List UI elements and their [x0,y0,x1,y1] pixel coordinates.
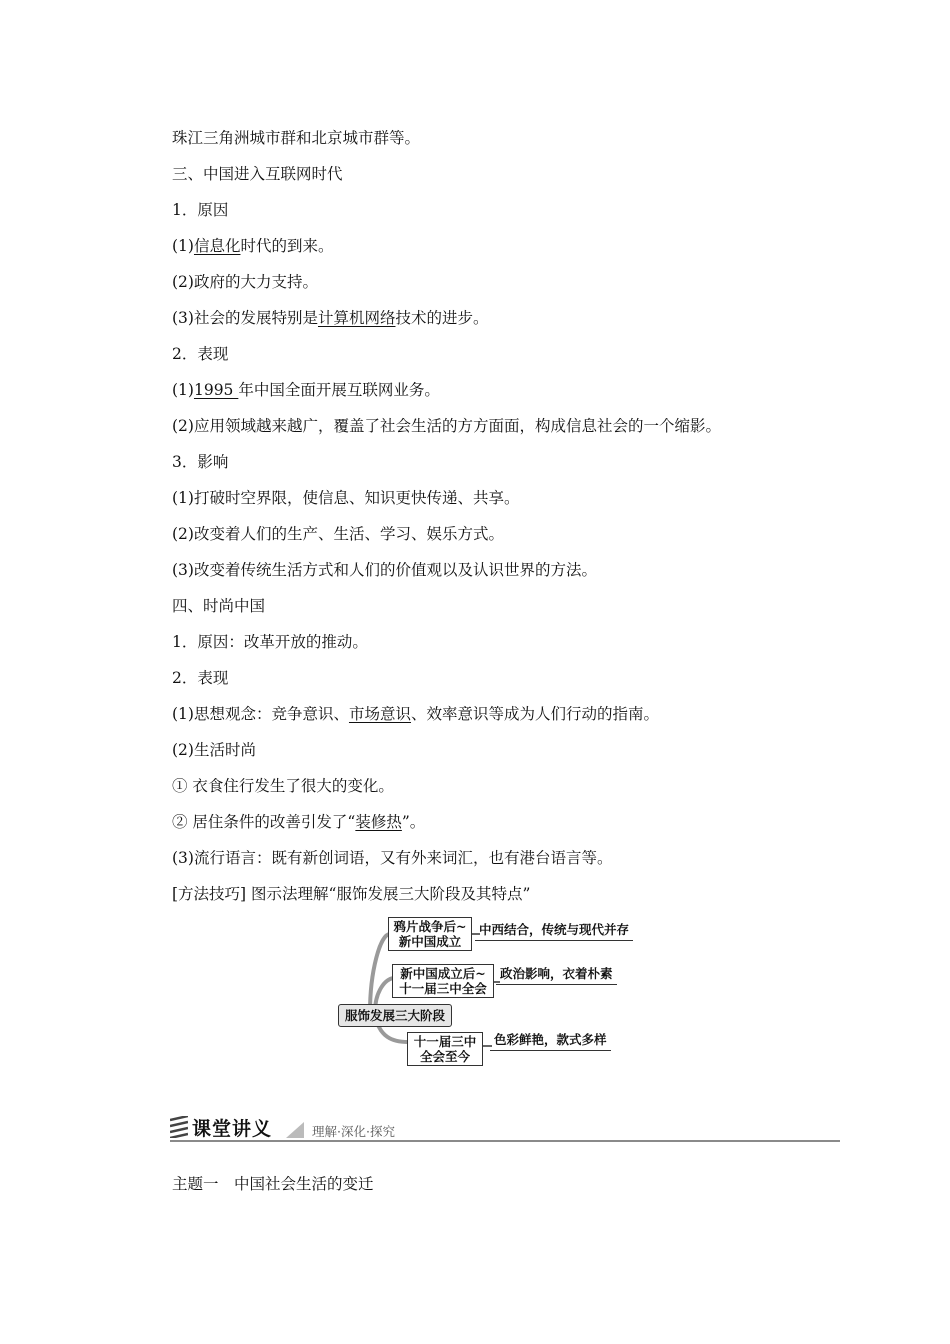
text-segment: [方法技巧] 图示法理解“服饰发展三大阶段及其特点” [172,885,531,903]
text-line [172,740,256,760]
text-line [172,236,334,256]
underlined-term: 1995 [193,381,239,399]
text-segment: (1) [172,381,194,399]
text-line [172,380,440,400]
underlined-term: 计算机网络 [317,309,396,327]
text-segment: (3)流行语言：既有新创词语，又有外来词汇，也有港台语言等。 [172,849,613,867]
text-segment: (2)改变着人们的生产、生活、学习、娱乐方式。 [172,525,504,543]
text-segment: 珠江三角洲城市群和北京城市群等。 [172,129,421,147]
stage-3-label-line2: 全会至今 [419,1049,470,1064]
text-line [172,632,368,652]
text-segment: 时代的到来。 [240,237,334,255]
text-segment: (1) [172,237,194,255]
section-stripes-icon [170,1116,188,1138]
text-segment: ② 居住条件的改善引发了“ [172,813,356,831]
text-line [172,776,394,796]
text-line [172,488,519,508]
text-line [172,200,228,220]
text-segment: (2)应用领域越来越广，覆盖了社会生活的方方面面，构成信息社会的一个缩影。 [172,417,721,435]
text-line [172,848,612,868]
section-divider [170,1140,840,1142]
stage-3-box [407,1032,483,1066]
text-line [172,704,659,724]
underlined-term: 信息化 [193,237,241,255]
stage-2-label-line2: 十一届三中全会 [399,981,487,996]
stage-1-box [388,917,472,951]
clothing-stages-diagram [330,912,660,1072]
text-segment: (1)思想观念：竞争意识、 [172,705,349,723]
text-segment: 年中国全面开展互联网业务。 [238,381,440,399]
text-segment: 、效率意识等成为人们行动的指南。 [410,705,659,723]
text-segment: 技术的进步。 [395,309,489,327]
text-segment: 三、中国进入互联网时代 [172,165,343,183]
text-segment: (3)改变着传统生活方式和人们的价值观以及认识世界的方法。 [172,561,597,579]
text-segment: 1．原因 [172,201,229,219]
text-line [172,524,504,544]
text-segment: 2．表现 [172,669,229,687]
text-segment: ”。 [401,813,426,831]
text-segment: 1．原因：改革开放的推动。 [172,633,368,651]
underlined-term: 装修热 [355,813,402,831]
stage-2-label-line1: 新中国成立后~ [400,966,486,981]
stage-3-desc: 色彩鲜艳，款式多样 [490,1030,611,1051]
section-subtitle: 理解·深化·探究 [312,1124,395,1139]
text-segment: 2．表现 [172,345,229,363]
stage-3-label-line1: 十一届三中 [413,1034,477,1049]
text-line [172,452,228,472]
text-line [172,560,597,580]
text-segment: (2)生活时尚 [172,741,256,759]
text-line [172,308,489,328]
text-segment: (3)社会的发展特别是 [172,309,318,327]
text-segment: (2)政府的大力支持。 [172,273,318,291]
stage-1-desc: 中西结合，传统与现代并存 [475,920,633,941]
text-line [172,128,420,148]
text-line [172,812,425,832]
stage-2-desc: 政治影响，衣着朴素 [496,964,617,985]
text-line [172,884,530,904]
center-node: 服饰发展三大阶段 [338,1004,452,1027]
text-segment: 3．影响 [172,453,229,471]
stage-2-box [392,964,494,998]
underlined-term: 市场意识 [348,705,411,723]
section-header [170,1114,840,1144]
text-line [172,164,343,184]
stage-1-label-line1: 鸦片战争后~ [393,919,467,934]
text-line [172,272,318,292]
text-line [172,668,228,688]
topic-heading: 主题一 中国社会生活的变迁 [172,1175,374,1193]
section-triangle-icon [286,1122,304,1138]
text-segment: ① 衣食住行发生了很大的变化。 [172,777,394,795]
section-title: 课堂讲义 [192,1118,273,1140]
text-line [172,416,721,436]
stage-1-label-line2: 新中国成立 [398,934,462,949]
text-line [172,596,265,616]
text-line [172,344,228,364]
text-segment: 四、时尚中国 [172,597,266,615]
text-segment: (1)打破时空界限，使信息、知识更快传递、共享。 [172,489,520,507]
